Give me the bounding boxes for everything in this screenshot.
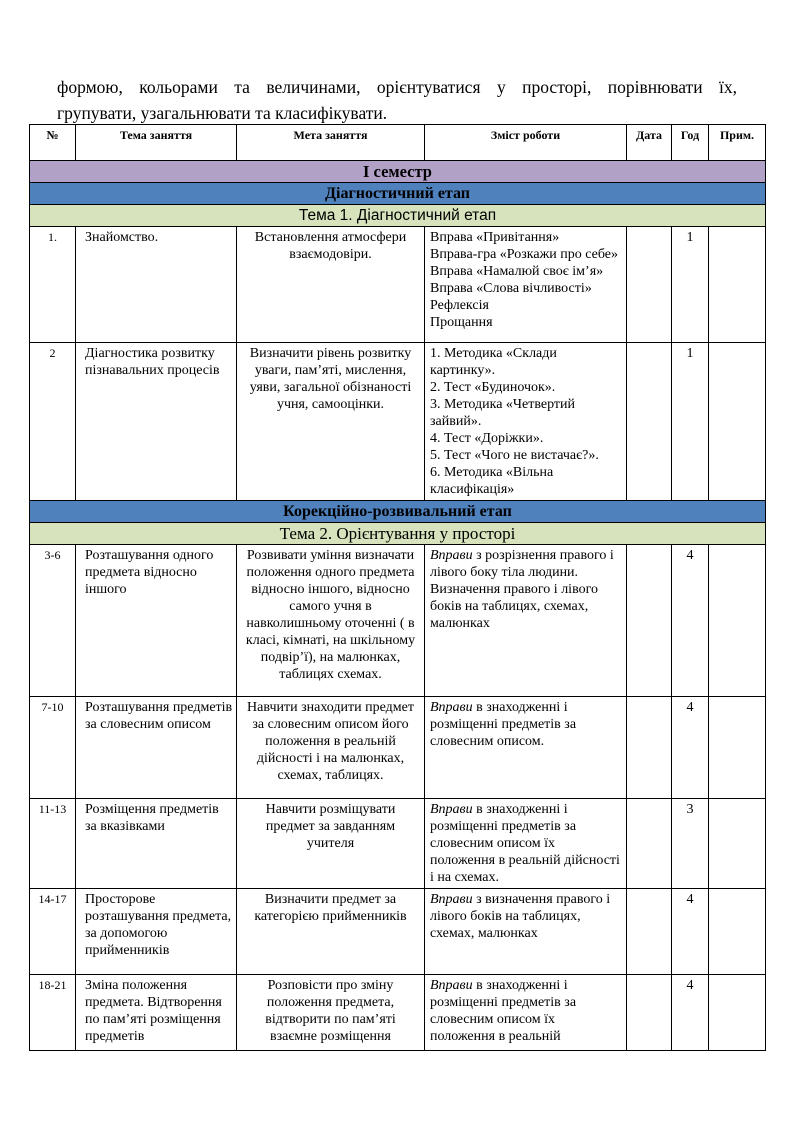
row-date [627, 799, 672, 889]
content-emphasis: Вправи [430, 700, 473, 715]
row-note [709, 697, 766, 799]
content-line: Вправа «Слова вічливості» [430, 281, 592, 296]
row-topic: Зміна положення предмета. Відтворення по пам’яті розміщення предметів [76, 975, 237, 1051]
row-content [425, 975, 627, 1051]
row-goal: Визначити рівень розвитку уваги, пам’яті, мислення, уяви, загальної обізнаності учня, самооцінки. [237, 343, 425, 501]
row-content [425, 799, 627, 889]
content-line: 2. Тест «Будиночок». [430, 380, 556, 395]
row-hours: 4 [672, 545, 709, 697]
content-line: 5. Тест «Чого не вистачає?». [430, 448, 599, 463]
row-note [709, 889, 766, 975]
header-hours: Год [672, 125, 709, 161]
content-line: Вправа «Привітання» [430, 230, 560, 245]
row-note [709, 799, 766, 889]
semester-band: І семестр [30, 161, 766, 183]
row-note [709, 975, 766, 1051]
row-note [709, 545, 766, 697]
content-emphasis: Вправи [430, 802, 473, 817]
stage-band-diagnostic: Діагностичний етап [30, 183, 766, 205]
table-row [30, 799, 766, 889]
row-topic: Розташування предметів за словесним описом [76, 697, 237, 799]
content-line: Вправа «Намалюй своє ім’я» [430, 264, 604, 279]
row-hours: 4 [672, 697, 709, 799]
row-content [425, 697, 627, 799]
header-date: Дата [627, 125, 672, 161]
row-topic: Діагностика розвитку пізнавальних процесів [76, 343, 237, 501]
row-content [425, 227, 627, 343]
table-row [30, 975, 766, 1051]
row-date [627, 975, 672, 1051]
header-content: Зміст роботи [425, 125, 627, 161]
stage-band-correction: Корекційно-розвивальний етап [30, 501, 766, 523]
content-emphasis: Вправи [430, 892, 473, 907]
row-hours: 4 [672, 889, 709, 975]
row-goal: Розповісти про зміну положення предмета, відтворити по пам’яті взаємне розміщення [237, 975, 425, 1051]
row-date [627, 697, 672, 799]
header-row [30, 125, 766, 161]
header-note: Прим. [709, 125, 766, 161]
row-num: 2 [30, 343, 76, 501]
row-date [627, 545, 672, 697]
content-line: 6. Методика «Вільна класифікація» [430, 465, 554, 497]
row-content [425, 889, 627, 975]
row-content [425, 545, 627, 697]
content-text: в знаходженні і розміщенні предметів за словесним описом їх положення в реальній [430, 978, 577, 1044]
table-row [30, 227, 766, 343]
row-hours: 1 [672, 227, 709, 343]
row-topic: Знайомство. [76, 227, 237, 343]
row-date [627, 227, 672, 343]
table-row [30, 889, 766, 975]
content-line: Прощання [430, 315, 493, 330]
lesson-plan-table [29, 124, 766, 1051]
row-goal: Навчити розміщувати предмет за завданням учителя [237, 799, 425, 889]
intro-paragraph [57, 74, 737, 126]
content-text: в знаходженні і розміщенні предметів за словесним описом. [430, 700, 577, 749]
row-num: 3-6 [30, 545, 76, 697]
row-hours: 3 [672, 799, 709, 889]
content-text: з розрізнення правого і лівого боку тіла людини. Визначення правого і лівого боків на таблицях, схемах, малюнках [430, 548, 614, 631]
row-content [425, 343, 627, 501]
intro-line-1: формою, кольорами та величинами, орієнтуватися у просторі, порівнювати їх, [57, 77, 737, 97]
theme-band-2: Тема 2. Орієнтування у просторі [30, 523, 766, 545]
row-goal: Розвивати уміння визначати положення одного предмета відносно іншого, відносно самого учня в навколишньому оточенні ( в класі, кімнаті, на шкільному подвір’ї), на малюнках, таблицях схемах. [237, 545, 425, 697]
row-topic: Розташування одного предмета відносно іншого [76, 545, 237, 697]
row-date [627, 889, 672, 975]
table-row [30, 697, 766, 799]
row-goal: Навчити знаходити предмет за словесним описом його положення в реальній дійсності і на малюнках, схемах, таблицях. [237, 697, 425, 799]
content-line: 4. Тест «Доріжки». [430, 431, 544, 446]
content-line: 1. Методика «Склади картинку». [430, 346, 557, 378]
row-num: 18-21 [30, 975, 76, 1051]
header-num: № [30, 125, 76, 161]
table-row [30, 343, 766, 501]
row-hours: 1 [672, 343, 709, 501]
content-text: з визначення правого і лівого боків на таблицях, схемах, малюнках [430, 892, 611, 941]
table-row [30, 545, 766, 697]
content-text: в знаходженні і розміщенні предметів за словесним описом їх положення в реальній дійсності і на схемах. [430, 802, 620, 885]
row-date [627, 343, 672, 501]
row-note [709, 343, 766, 501]
row-goal: Встановлення атмосфери взаємодовіри. [237, 227, 425, 343]
row-topic: Просторове розташування предмета, за допомогою прийменників [76, 889, 237, 975]
header-topic: Тема заняття [76, 125, 237, 161]
row-goal: Визначити предмет за категорією прийменників [237, 889, 425, 975]
row-num: 11-13 [30, 799, 76, 889]
content-line: Вправа-гра «Розкажи про себе» [430, 247, 618, 262]
intro-line-2: групувати, узагальнювати та класифікувати. [57, 103, 388, 123]
row-num: 14-17 [30, 889, 76, 975]
row-topic: Розміщення предметів за вказівками [76, 799, 237, 889]
row-hours: 4 [672, 975, 709, 1051]
content-emphasis: Вправи [430, 978, 473, 993]
row-num: 1. [30, 227, 76, 343]
content-line: 3. Методика «Четвертий зайвий». [430, 397, 576, 429]
row-num: 7-10 [30, 697, 76, 799]
theme-band-1: Тема 1. Діагностичний етап [30, 205, 766, 227]
content-line: Рефлексія [430, 298, 489, 313]
content-emphasis: Вправи [430, 548, 473, 563]
row-note [709, 227, 766, 343]
header-goal: Мета заняття [237, 125, 425, 161]
